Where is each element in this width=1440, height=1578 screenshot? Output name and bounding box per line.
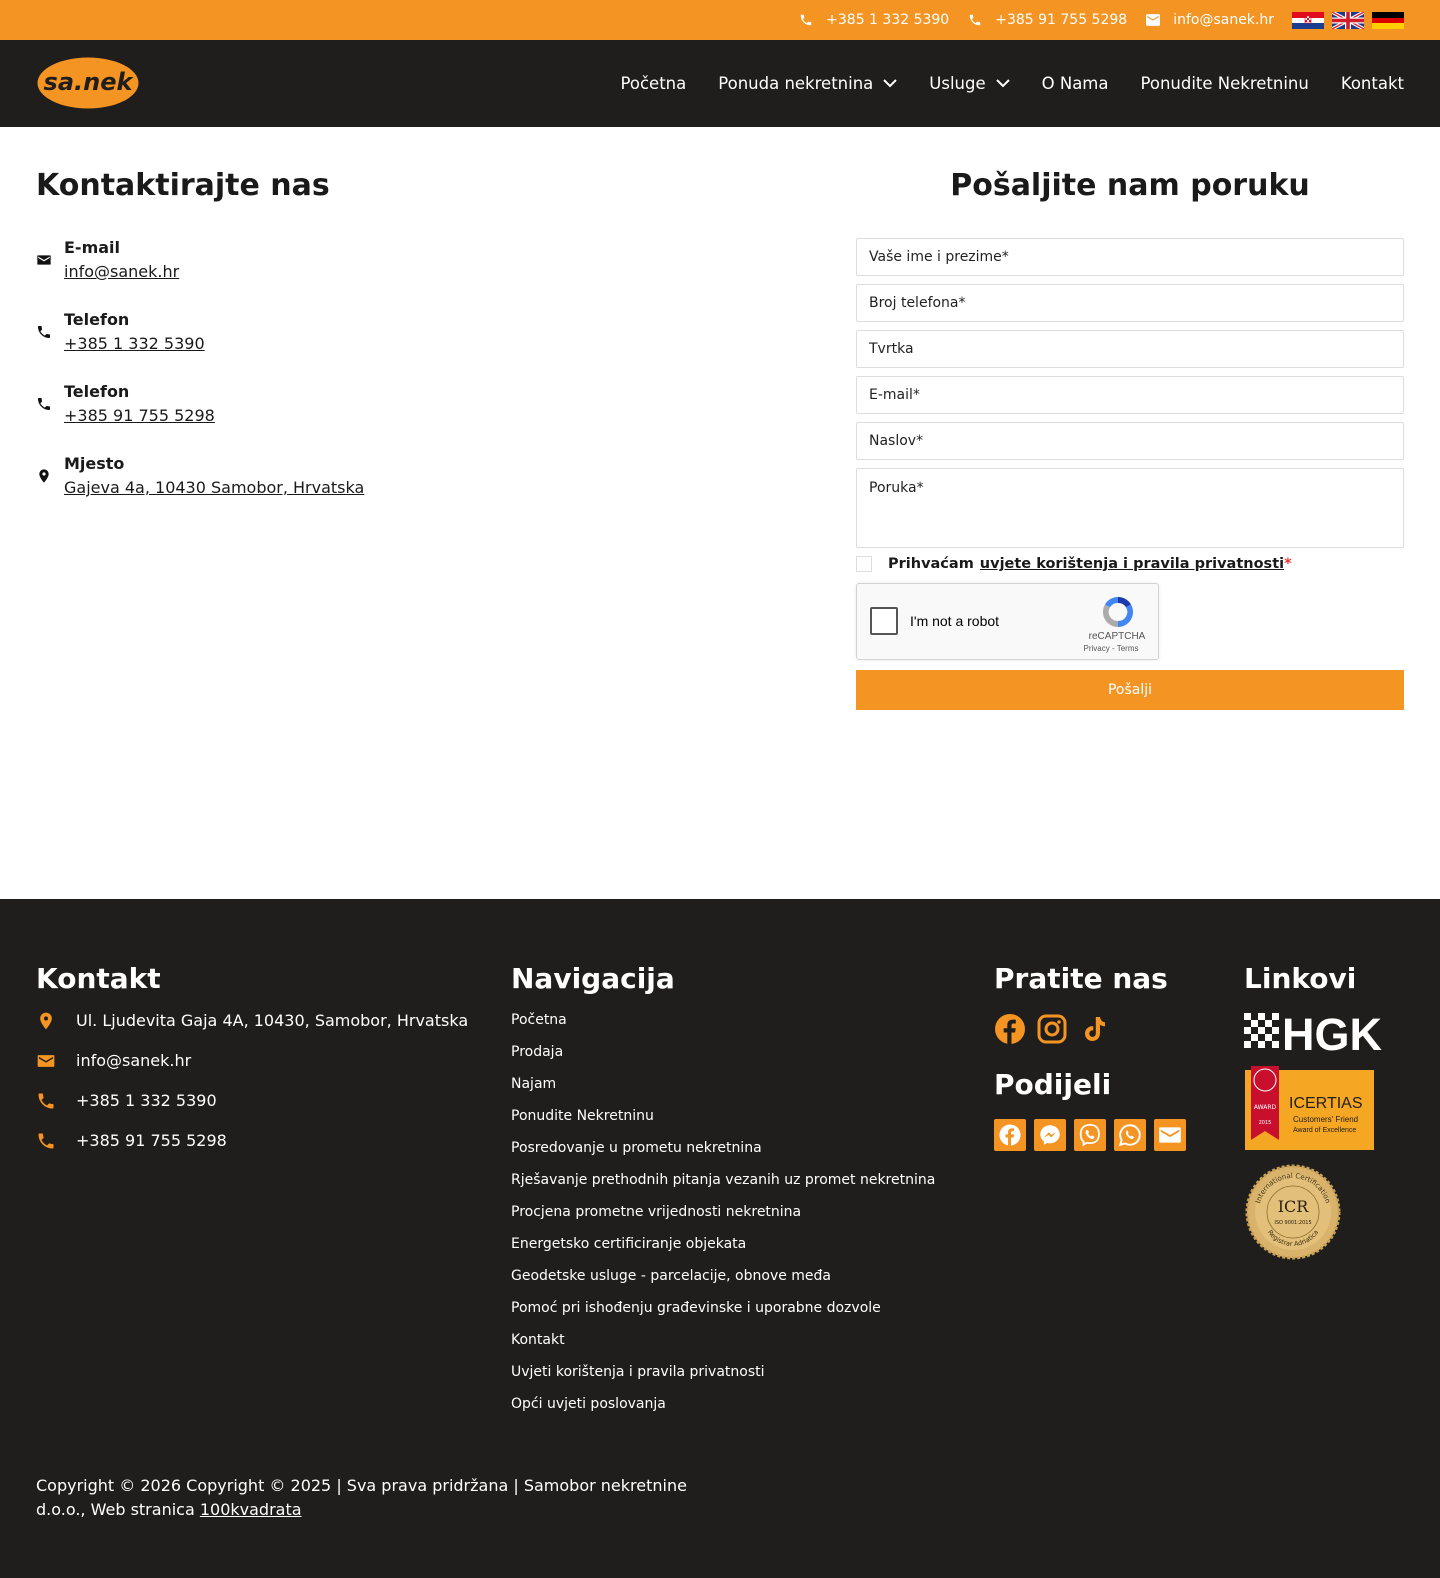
facebook-icon[interactable]: [994, 1013, 1026, 1045]
language-switcher: [1292, 12, 1404, 29]
footer-nav-link[interactable]: Pomoć pri ishođenju građevinske i uporabne dozvole: [511, 1300, 881, 1316]
main-nav: [621, 40, 1404, 127]
phone-icon: [36, 1091, 56, 1111]
copyright: Copyright © 2026 Copyright © 2025 | Sva prava pridržana | Samobor nekretnine d.o.o., Web stranica 100kvadrata: [36, 1476, 687, 1519]
footer-nav-link[interactable]: Kontakt: [511, 1332, 565, 1348]
footer-share-title: Podijeli: [994, 1068, 1112, 1101]
mail-icon: [36, 252, 52, 268]
contact-phone-label: Telefon: [64, 310, 130, 329]
logo-text: sa.nek: [43, 68, 133, 96]
instagram-icon[interactable]: [1036, 1013, 1068, 1045]
footer-nav-link[interactable]: Energetsko certificiranje objekata: [511, 1236, 747, 1252]
send-button[interactable]: Pošalji: [856, 670, 1404, 710]
contact-email-label: E-mail: [64, 238, 121, 257]
email-share-icon[interactable]: [1154, 1119, 1186, 1151]
footer-nav-link[interactable]: Posredovanje u prometu nekretnina: [511, 1140, 762, 1156]
facebook-share-icon[interactable]: [994, 1119, 1026, 1151]
contact-phone-link[interactable]: +385 91 755 5298: [64, 406, 215, 425]
footer-nav-link[interactable]: Prodaja: [511, 1044, 564, 1060]
footer-nav-link[interactable]: Procjena prometne vrijednosti nekretnina: [511, 1204, 802, 1220]
topbar-email[interactable]: info@sanek.hr: [1145, 12, 1274, 28]
icr-iso-text: ISO 9001:2015: [1274, 1220, 1312, 1226]
icr-bottom-text: Registrar Adriatica: [1265, 1228, 1321, 1249]
whatsapp-share-icon[interactable]: [1114, 1119, 1146, 1151]
topbar-phone-2[interactable]: +385 91 755 5298: [967, 12, 1127, 28]
recaptcha-brand: reCAPTCHA: [1088, 631, 1146, 642]
icertias-award-text: AWARD: [1253, 1104, 1277, 1111]
footer-nav-link[interactable]: Najam: [511, 1076, 557, 1092]
contact-title: Kontaktirajte nas: [36, 168, 330, 203]
terms-consent: [856, 556, 1292, 572]
subject-field[interactable]: Naslov*: [856, 422, 1404, 460]
phone-icon: [36, 1131, 56, 1151]
footer-nav-link[interactable]: Opći uvjeti poslovanja: [511, 1396, 666, 1412]
mail-icon: [1145, 12, 1161, 28]
nav-item-usluge[interactable]: Usluge: [929, 74, 1009, 93]
recaptcha-checkbox[interactable]: [870, 607, 898, 635]
flag-germany-icon[interactable]: [1372, 12, 1404, 29]
messenger-share-icon[interactable]: [1034, 1119, 1066, 1151]
phone-field[interactable]: Broj telefona*: [856, 284, 1404, 322]
footer-nav-link[interactable]: Ponudite Nekretninu: [511, 1108, 654, 1124]
hgk-logo[interactable]: [1244, 1013, 1404, 1053]
recaptcha-terms-link[interactable]: Privacy - Terms: [1083, 644, 1139, 653]
flag-croatia-icon[interactable]: [1292, 12, 1324, 29]
nav-item-ponuda-nekretnina[interactable]: Ponuda nekretnina: [718, 74, 897, 93]
agency-link[interactable]: 100kvadrata: [199, 1500, 302, 1519]
recaptcha-label: I'm not a robot: [910, 613, 1000, 629]
icertias-badge[interactable]: [1245, 1066, 1374, 1150]
footer-nav-link[interactable]: Početna: [511, 1012, 567, 1028]
sanek-logo[interactable]: [37, 57, 139, 109]
terms-link[interactable]: uvjete korištenja i pravila privatnosti: [979, 556, 1285, 572]
mail-icon: [36, 1051, 56, 1071]
nav-item-ponudite-nekretninu[interactable]: Ponudite Nekretninu: [1140, 74, 1309, 93]
recaptcha-widget: [856, 583, 1159, 660]
phone-icon: [36, 396, 52, 412]
form-title: Pošaljite nam poruku: [950, 168, 1310, 203]
phone-icon: [798, 12, 814, 28]
email-field[interactable]: E-mail*: [856, 376, 1404, 414]
terms-prefix: Prihvaćam: [888, 556, 974, 572]
nav-item-pocetna[interactable]: Početna: [620, 74, 687, 93]
icertias-sub1: Customers' Friend: [1293, 1115, 1359, 1124]
footer-follow-title: Pratite nas: [994, 962, 1168, 995]
recaptcha-logo-icon: [1100, 594, 1136, 630]
footer-nav-link[interactable]: Uvjeti korištenja i pravila privatnosti: [511, 1364, 765, 1380]
hgk-text: HGK: [1282, 1013, 1382, 1053]
icertias-year-text: 2015: [1258, 1120, 1272, 1126]
topbar-phone-1[interactable]: +385 1 332 5390: [798, 12, 949, 28]
flag-uk-icon[interactable]: [1332, 12, 1364, 29]
contact-location-label: Mjesto: [64, 454, 125, 473]
contact-email-link[interactable]: info@sanek.hr: [64, 262, 180, 281]
contact-location-link[interactable]: Gajeva 4a, 10430 Samobor, Hrvatska: [64, 478, 365, 497]
footer-contact-title: Kontakt: [36, 962, 161, 995]
location-pin-icon: [36, 468, 52, 484]
icr-ring-text: International Certification: [1254, 1171, 1332, 1205]
message-textarea[interactable]: Poruka*: [856, 468, 1404, 548]
chevron-down-icon: [883, 79, 897, 88]
phone-icon: [967, 12, 983, 28]
chevron-down-icon: [996, 79, 1010, 88]
location-pin-icon: [36, 1011, 56, 1031]
icertias-text: ICERTIAS: [1289, 1095, 1363, 1112]
viber-share-icon[interactable]: [1074, 1119, 1106, 1151]
share-buttons: [994, 1119, 1186, 1151]
required-marker: *: [1284, 556, 1292, 572]
footer-links-title: Linkovi: [1244, 962, 1357, 995]
footer-nav-title: Navigacija: [511, 962, 675, 995]
nav-item-kontakt[interactable]: Kontakt: [1340, 74, 1404, 93]
footer-nav-link[interactable]: Geodetske usluge - parcelacije, obnove međa: [511, 1268, 832, 1284]
footer-nav-list: [511, 1012, 935, 1428]
company-field[interactable]: Tvrtka: [856, 330, 1404, 368]
icr-text: ICR: [1277, 1197, 1309, 1216]
icr-certification-badge[interactable]: [1245, 1164, 1341, 1260]
contact-phone-link[interactable]: +385 1 332 5390: [64, 334, 205, 353]
tiktok-icon[interactable]: [1078, 1013, 1110, 1045]
name-field[interactable]: Vaše ime i prezime*: [856, 238, 1404, 276]
footer: Kontakt Ul. Ljudevita Gaja 4A, 10430, Samobor, Hrvatska info@sanek.hr +385 1 332 5390 +385 91 755 5298 Navigacija Početna Prodaja Najam Ponudite Nekretninu Posredovanje u prometu nekretnina Rješavanje prethodnih pitanja vezanih uz promet nekretnina Procjena prometne vrijednosti nekretnina Energetsko certificiranje objekata Geodetske usluge - parcelacije, obnove međa Pomoć pri ishođenju građevinske i uporabne dozvole Kontakt Uvjeti korištenja i pravila privatnosti Opći uvjeti poslovanja Pratite nas Podijeli Linkovi HGK AWARD 2015 ICERTIAS Customers' Friend Award of Excellence International Certification Registrar Adriatica ICR ISO 9001:2015 Copyright © 2026 Copyright © 2025 | Sva prava pridržana | Samobor nekretnine d.o.o., Web stranica 100kvadrata: [0, 899, 1440, 1578]
terms-checkbox[interactable]: [856, 556, 872, 572]
top-bar: [0, 0, 1440, 40]
nav-item-o-nama[interactable]: O Nama: [1041, 74, 1109, 93]
footer-nav-link[interactable]: Rješavanje prethodnih pitanja vezanih uz promet nekretnina: [511, 1172, 936, 1188]
main-header: [0, 40, 1440, 127]
icertias-sub2: Award of Excellence: [1293, 1127, 1357, 1134]
contact-phone-label: Telefon: [64, 382, 130, 401]
phone-icon: [36, 324, 52, 340]
social-links: [994, 1013, 1110, 1045]
